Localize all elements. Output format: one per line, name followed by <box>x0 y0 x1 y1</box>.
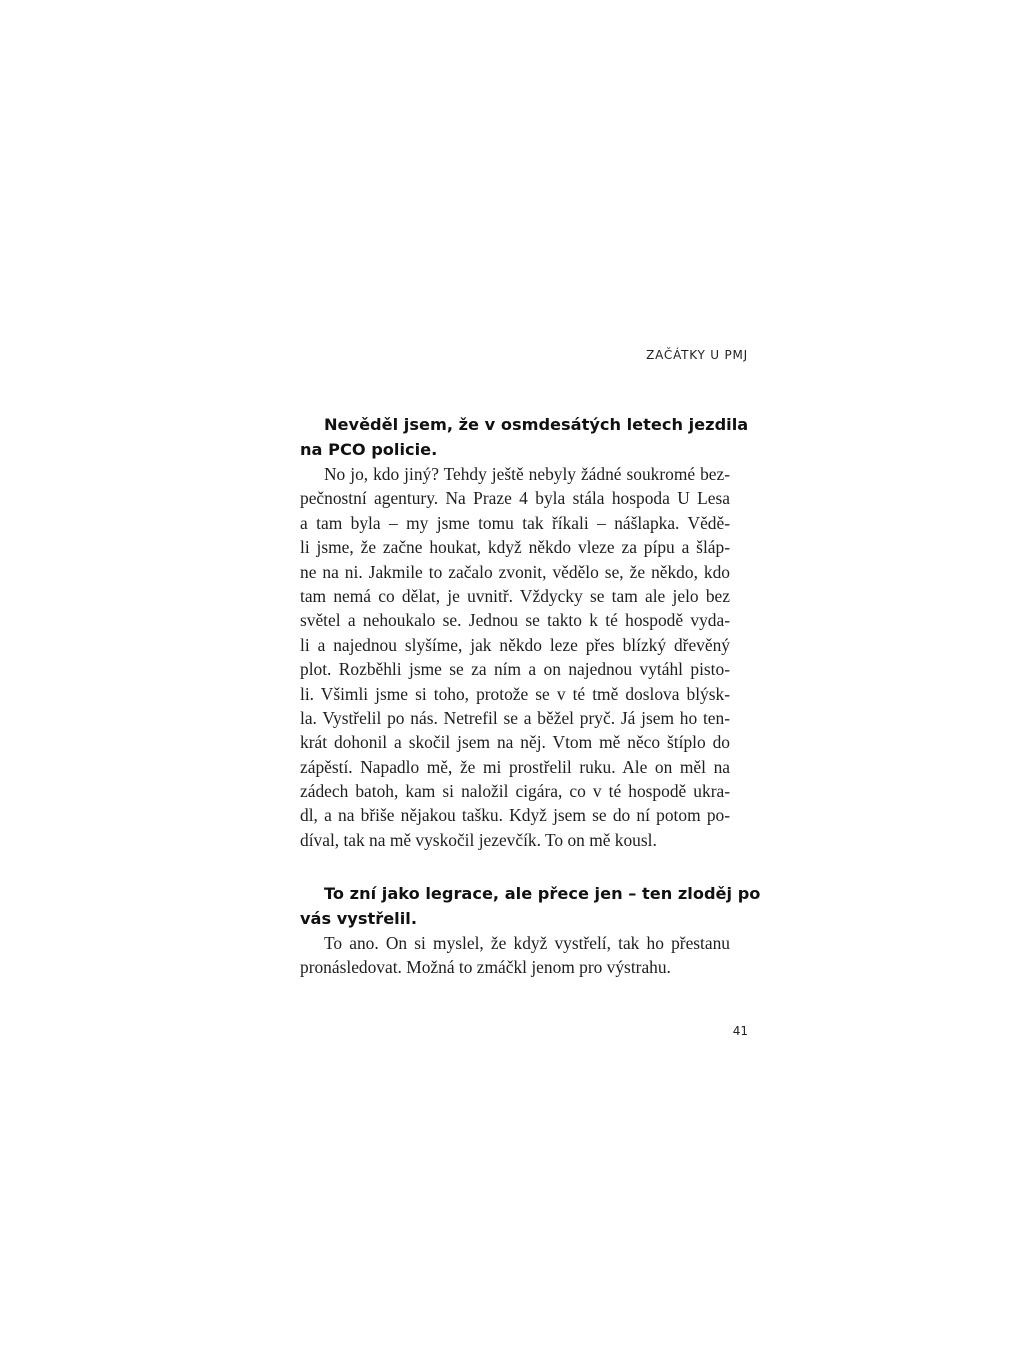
answer-line: plot. Rozběhli jsme se za ním a on najednou vytáhl pisto- <box>300 659 730 680</box>
question-line: vás vystřelil. <box>300 908 417 928</box>
running-header: ZAČÁTKY U PMJ <box>646 348 748 362</box>
answer-line: dl, a na břiše nějakou tašku. Když jsem se do ní potom po- <box>300 805 730 826</box>
interview-section-1 <box>300 413 749 852</box>
answer-line: zádech batoh, kam si naložil cigára, co v té hospodě ukra- <box>300 781 730 802</box>
answer-line: pronásledovat. Možná to zmáčkl jenom pro výstrahu. <box>300 957 671 978</box>
question-line: To zní jako legrace, ale přece jen – ten zloděj po <box>324 884 761 903</box>
answer-line: li. Všimli jsme si toho, protože se v té tmě doslova blýsk- <box>300 683 730 704</box>
answer-line: li jsme, že začne houkat, když někdo vleze za pípu a šláp- <box>300 537 730 558</box>
answer-line: li a najednou slyšíme, jak někdo leze přes blízký dřevěný <box>300 634 730 655</box>
answer-line: No jo, kdo jiný? Tehdy ještě nebyly žádné soukromé bez- <box>324 464 730 484</box>
answer-line: To ano. On si myslel, že když vystřelí, tak ho přestanu <box>324 933 730 953</box>
answer-line: pečnostní agentury. Na Praze 4 byla stála hospoda U Lesa <box>300 488 730 509</box>
interview-question <box>300 882 761 931</box>
answer-line: zápěstí. Napadlo mě, že mi prostřelil ruku. Ale on měl na <box>300 756 730 777</box>
interview-section-2 <box>300 882 761 980</box>
answer-line: tam nemá co dělat, je uvnitř. Vždycky se tam ale jelo bez <box>300 585 730 606</box>
question-line: na PCO policie. <box>300 439 438 459</box>
question-line: Nevěděl jsem, že v osmdesátých letech jezdila <box>324 415 749 434</box>
answer-line: ne na ni. Jakmile to začalo zvonit, vědělo se, že někdo, kdo <box>300 561 730 582</box>
page-number: 41 <box>732 1024 748 1038</box>
interview-question <box>300 413 749 462</box>
answer-line: díval, tak na mě vyskočil jezevčík. To on mě kousl. <box>300 829 657 850</box>
answer-line: světel a nehoukalo se. Jednou se takto k té hospodě vyda- <box>300 610 730 631</box>
interview-answer <box>300 462 730 852</box>
answer-line: la. Vystřelil po nás. Netrefil se a běžel pryč. Já jsem ho ten- <box>300 707 730 728</box>
answer-line: krát dohonil a skočil jsem na něj. Vtom mě něco štíplo do <box>300 732 730 753</box>
answer-line: a tam byla – my jsme tomu tak říkali – nášlapka. Vědě- <box>300 512 730 533</box>
interview-answer <box>300 931 730 980</box>
